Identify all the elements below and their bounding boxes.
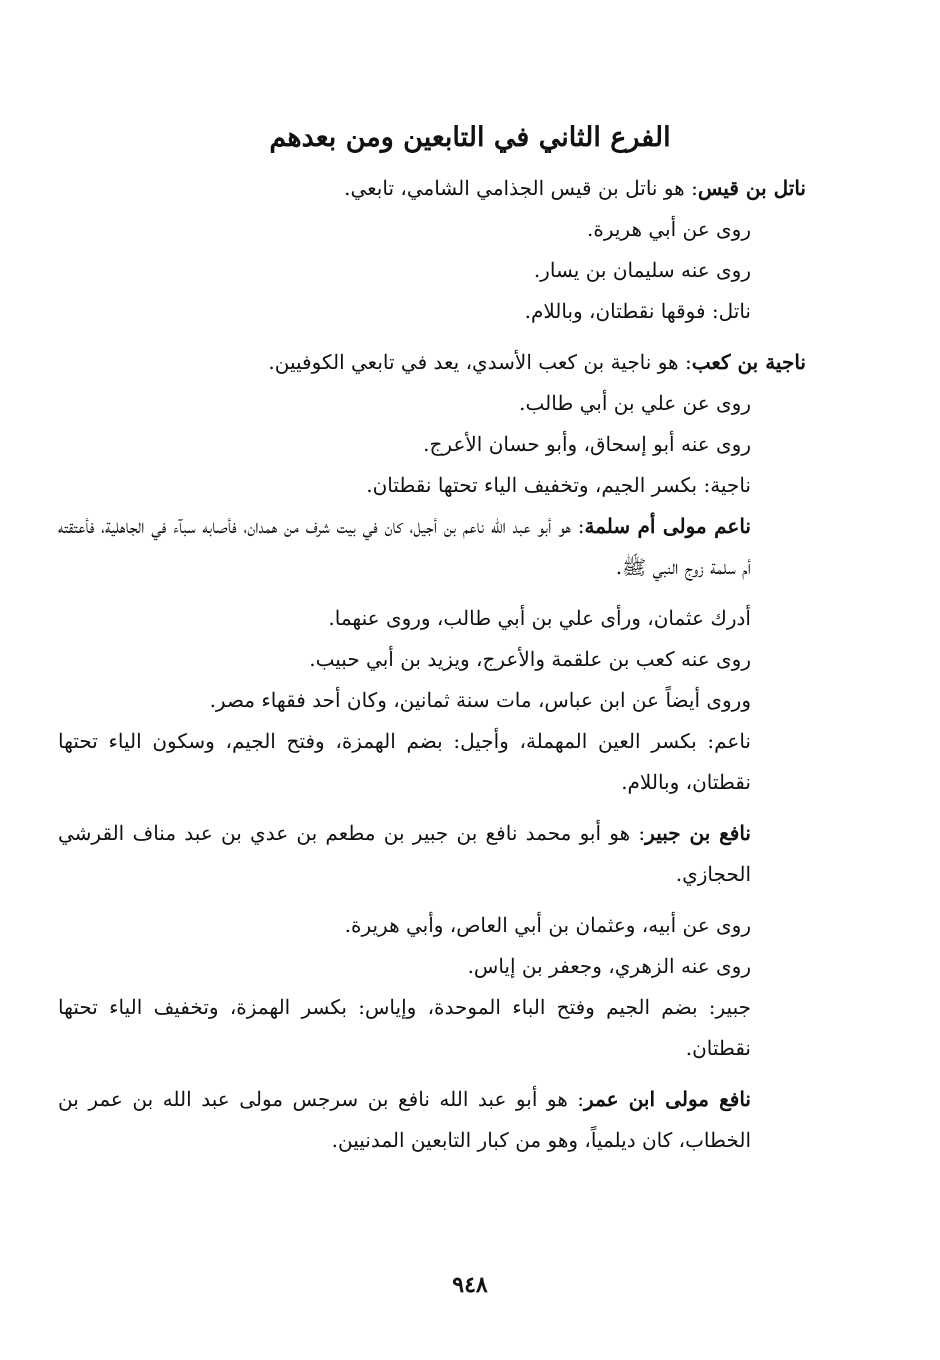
entry-line: وروى أيضاً عن ابن عباس، مات سنة ثمانين، وكان أحد فقهاء مصر. xyxy=(209,688,751,712)
entry-intro xyxy=(58,168,806,209)
entry-line: روى عنه الزهري، وجعفر بن إياس. xyxy=(467,954,751,978)
page-number: ٩٤٨ xyxy=(452,1272,488,1298)
entry-line: روى عن أبي هريرة. xyxy=(586,217,751,241)
entry-text: : هو أبو محمد نافع بن جبير بن مطعم بن عدي بن عبد مناف القرشي الحجازي. xyxy=(58,821,751,886)
entry-heading: ناتل بن قيس xyxy=(697,176,806,200)
entry-heading: ناجية بن كعب xyxy=(691,350,806,374)
entry-line: روى عن علي بن أبي طالب. xyxy=(519,391,751,415)
entry-intro xyxy=(58,506,806,588)
entry-line: روى عنه سليمان بن يسار. xyxy=(533,258,751,282)
entry-intro xyxy=(58,1079,806,1161)
entry-line: روى عنه أبو إسحاق، وأبو حسان الأعرج. xyxy=(423,432,751,456)
entry-line: ناعم: بكسر العين المهملة، وأجيل: بضم الهمزة، وفتح الجيم، وسكون الياء تحتها نقطتان، وباللام. xyxy=(58,729,751,794)
entry-text: : هو أبو عبد الله نافع بن سرجس مولى عبد الله بن عمر بن الخطاب، كان ديلمياً، وهو من كبار التابعين المدنيين. xyxy=(58,1087,751,1152)
page-body xyxy=(58,168,806,1161)
entry-text: : هو أبو عبد الله ناعم بن أجيل، كان في بيت شرف من همدان، فأصابه سبآء في الجاهلية، فأعتقته أم سلمة زوج النبي ﷺ. xyxy=(58,514,751,579)
entry-line: أدرك عثمان، ورأى علي بن أبي طالب، وروى عنهما. xyxy=(328,606,751,630)
entry-line: جبير: بضم الجيم وفتح الباء الموحدة، وإياس: بكسر الهمزة، وتخفيف الياء تحتها نقطتان. xyxy=(58,995,751,1060)
entry-intro xyxy=(58,342,806,383)
section-title: الفرع الثاني في التابعين ومن بعدهم xyxy=(269,122,671,153)
entry-heading: نافع بن جبير xyxy=(645,821,751,845)
entry-line: ناجية: بكسر الجيم، وتخفيف الياء تحتها نقطتان. xyxy=(366,473,751,497)
entry-heading: نافع مولى ابن عمر xyxy=(584,1087,751,1111)
entry-heading: ناعم مولى أم سلمة xyxy=(584,514,751,538)
entry-line: روى عن أبيه، وعثمان بن أبي العاص، وأبي هريرة. xyxy=(344,913,751,937)
entry-intro xyxy=(58,813,806,895)
entry-line: ناتل: فوقها نقطتان، وباللام. xyxy=(524,299,751,323)
entry-text: : هو ناتل بن قيس الجذامي الشامي، تابعي. xyxy=(344,176,698,200)
entry-line: روى عنه كعب بن علقمة والأعرج، ويزيد بن أبي حبيب. xyxy=(309,647,751,671)
entry-text: : هو ناجية بن كعب الأسدي، يعد في تابعي الكوفيين. xyxy=(268,350,692,374)
